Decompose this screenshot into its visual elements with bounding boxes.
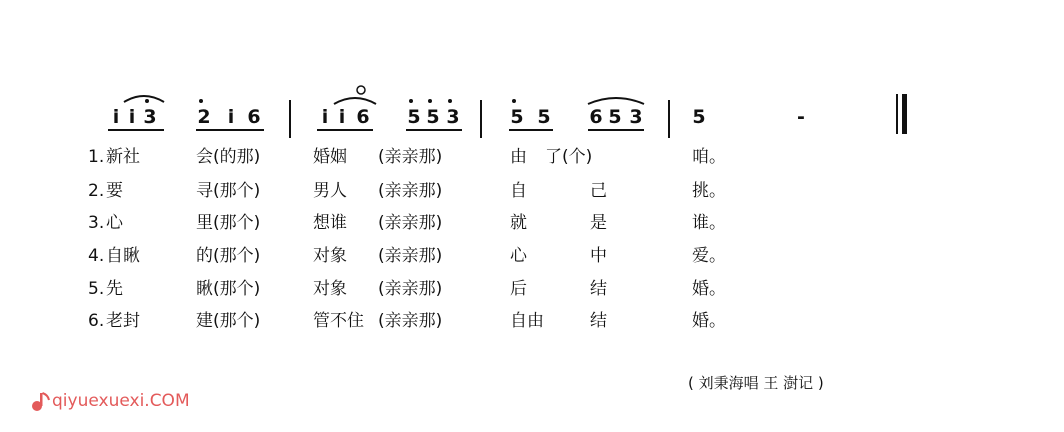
lyric-cell: (亲亲那) bbox=[378, 246, 443, 266]
lyric-cell: 就 bbox=[510, 213, 527, 233]
lyric-cell: 管不住 bbox=[313, 311, 364, 331]
lyric-cell: 婚。 bbox=[692, 279, 726, 299]
lyric-cell: 的(那个) bbox=[196, 246, 261, 266]
note: i bbox=[321, 106, 329, 128]
slur bbox=[586, 94, 646, 106]
note: 3 bbox=[143, 106, 157, 128]
lyric-cell: 寻(那个) bbox=[196, 181, 261, 201]
lyric-cell: 建(那个) bbox=[196, 311, 261, 331]
high-octave-dot bbox=[448, 99, 452, 103]
note: i bbox=[112, 106, 120, 128]
lyric-cell: 结 bbox=[590, 311, 607, 331]
lyric-cell: 自 bbox=[510, 181, 527, 201]
note: 5 bbox=[608, 106, 622, 128]
note: 5 bbox=[407, 106, 421, 128]
note: 3 bbox=[446, 106, 460, 128]
lyric-cell: 由 bbox=[510, 147, 527, 167]
note: 5 bbox=[692, 106, 706, 128]
bar-line bbox=[668, 100, 670, 138]
lyric-cell: (亲亲那) bbox=[378, 181, 443, 201]
bar-line bbox=[480, 100, 482, 138]
lyric-cell: 老封 bbox=[106, 311, 140, 331]
lyric-cell: 心 bbox=[106, 213, 123, 233]
watermark bbox=[30, 390, 190, 412]
slur-with-fermata bbox=[332, 84, 378, 106]
lyric-cell: 挑。 bbox=[692, 181, 726, 201]
lyric-cell: 新社 bbox=[106, 147, 140, 167]
credit-line: ( 刘秉海唱 王 澍记 ) bbox=[688, 374, 824, 392]
final-bar-thick bbox=[902, 94, 907, 134]
beam bbox=[196, 129, 264, 131]
lyric-cell: (亲亲那) bbox=[378, 279, 443, 299]
note: 6 bbox=[247, 106, 261, 128]
music-note-icon bbox=[30, 390, 52, 412]
lyric-cell: 中 bbox=[590, 246, 607, 266]
lyric-cell: (亲亲那) bbox=[378, 311, 443, 331]
lyric-cell: (亲亲那) bbox=[378, 147, 443, 167]
lyric-cell: 己 bbox=[590, 181, 607, 201]
beam bbox=[406, 129, 462, 131]
note: i bbox=[227, 106, 235, 128]
lyric-cell: 对象 bbox=[313, 279, 347, 299]
note: 5 bbox=[510, 106, 524, 128]
note: i bbox=[338, 106, 346, 128]
high-octave-dot bbox=[428, 99, 432, 103]
high-octave-dot bbox=[409, 99, 413, 103]
verse-number: 3. bbox=[88, 213, 105, 233]
lyric-cell: 自瞅 bbox=[106, 246, 140, 266]
lyric-cell: 想谁 bbox=[313, 213, 347, 233]
lyric-cell: 后 bbox=[510, 279, 527, 299]
final-bar-thin bbox=[896, 94, 898, 134]
lyric-cell: 会(的那) bbox=[196, 147, 261, 167]
bar-line bbox=[289, 100, 291, 138]
verse-number: 2. bbox=[88, 181, 105, 201]
beam bbox=[108, 129, 164, 131]
lyric-cell: 男人 bbox=[313, 181, 347, 201]
note: i bbox=[128, 106, 136, 128]
beam bbox=[317, 129, 373, 131]
high-octave-dot bbox=[199, 99, 203, 103]
note: 2 bbox=[197, 106, 211, 128]
note: 6 bbox=[356, 106, 370, 128]
watermark-text: qiyuexuexi.COM bbox=[52, 391, 190, 411]
lyric-cell: (亲亲那) bbox=[378, 213, 443, 233]
lyric-cell: 爱。 bbox=[692, 246, 726, 266]
high-octave-dot bbox=[512, 99, 516, 103]
lyric-cell: 心 bbox=[510, 246, 527, 266]
lyric-cell: 谁。 bbox=[692, 213, 726, 233]
lyric-cell: 是 bbox=[590, 213, 607, 233]
slur bbox=[122, 92, 166, 104]
beam bbox=[588, 129, 644, 131]
lyric-cell: 要 bbox=[106, 181, 123, 201]
verse-number: 4. bbox=[88, 246, 105, 266]
note: 5 bbox=[537, 106, 551, 128]
note: 3 bbox=[629, 106, 643, 128]
beam bbox=[509, 129, 553, 131]
lyric-cell: 咱。 bbox=[692, 147, 726, 167]
dash-note: - bbox=[797, 106, 805, 128]
lyric-cell: 瞅(那个) bbox=[196, 279, 261, 299]
lyric-cell: 婚。 bbox=[692, 311, 726, 331]
lyric-cell: 结 bbox=[590, 279, 607, 299]
note: 5 bbox=[426, 106, 440, 128]
lyric-cell: 了(个) bbox=[545, 147, 593, 167]
verse-number: 6. bbox=[88, 311, 105, 331]
lyric-cell: 先 bbox=[106, 279, 123, 299]
lyric-cell: 对象 bbox=[313, 246, 347, 266]
lyric-cell: 里(那个) bbox=[196, 213, 261, 233]
verse-number: 1. bbox=[88, 147, 105, 167]
lyric-cell: 自由 bbox=[510, 311, 544, 331]
verse-number: 5. bbox=[88, 279, 105, 299]
note: 6 bbox=[589, 106, 603, 128]
lyric-cell: 婚姻 bbox=[313, 147, 347, 167]
